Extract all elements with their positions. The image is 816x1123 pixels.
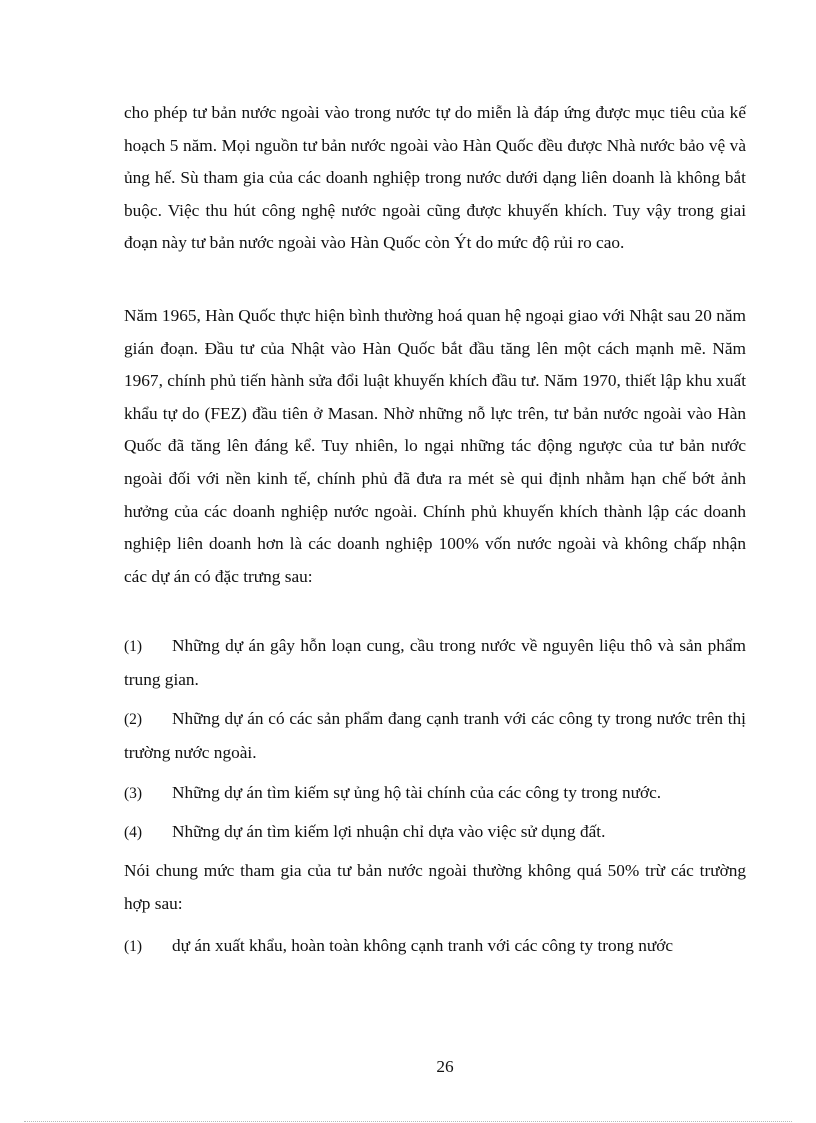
page-bottom-divider	[24, 1121, 792, 1122]
list-item-text: Những dự án có các sản phẩm đang cạnh tranh với các công ty trong nước trên thị trường nước ngoài.	[124, 709, 746, 762]
list-item-number: (2)	[124, 711, 143, 728]
list-item-text: Những dự án gây hỗn loạn cung, cầu trong nước về nguyên liệu thô và sản phẩm trung gian.	[124, 636, 746, 689]
page-number: 26	[436, 1057, 454, 1076]
list-item	[124, 816, 746, 850]
list-item	[124, 630, 746, 696]
list-item	[124, 930, 746, 964]
list-item	[124, 703, 746, 769]
list-item-text: Những dự án tìm kiếm lợi nhuận chỉ dựa vào việc sử dụng đất.	[172, 822, 606, 841]
paragraph-participation-limit: Nói chung mức tham gia của tư bản nước ngoài thường không quá 50% trừ các trường hợp sau:	[124, 861, 746, 913]
list-item-number: (4)	[124, 824, 143, 841]
list-item-text: Những dự án tìm kiếm sự ủng hộ tài chính của các công ty trong nước.	[172, 783, 662, 802]
list-item-text: dự án xuất khẩu, hoàn toàn không cạnh tranh với các công ty trong nước	[172, 936, 674, 955]
paragraph-foreign-capital-policy: cho phép tư bản nước ngoài vào trong nước tự do miễn là đáp ứng được mục tiêu của kế hoạch 5 năm. Mọi nguồn tư bản nước ngoài vào Hàn Quốc đều được Nhà nước bảo vệ và ủng hế. Sù tham gia của các doanh nghiệp trong nước dưới dạng liên doanh là không bắt buộc. Việc thu hút công nghệ nước ngoài cũng được khuyến khích. Tuy vậy trong giai đoạn này tư bản nước ngoài vào Hàn Quốc còn Ýt do mức độ rủi ro cao.	[124, 103, 746, 253]
list-item-number: (3)	[124, 785, 143, 802]
list-item-number: (1)	[124, 638, 143, 655]
list-item-number: (1)	[124, 938, 143, 955]
paragraph-normalization-1965: Năm 1965, Hàn Quốc thực hiện bình thường hoá quan hệ ngoại giao với Nhật sau 20 năm gián đoạn. Đầu tư của Nhật vào Hàn Quốc bắt đầu tăng lên một cách mạnh mẽ. Năm 1967, chính phủ tiến hành sửa đổi luật khuyến khích đầu tư. Năm 1970, thiết lập khu xuất khẩu tự do (FEZ) đầu tiên ở Masan. Nhờ những nỗ lực trên, tư bản nước ngoài vào Hàn Quốc đã tăng lên đáng kể. Tuy nhiên, lo ngại những tác động ngược của tư bản nước ngoài đối với nền kinh tế, chính phủ đã đưa ra mét sè qui định nhằm hạn chế bớt ảnh hưởng của các doanh nghiệp nước ngoài. Chính phủ khuyến khích thành lập các doanh nghiệp liên doanh hơn là các doanh nghiệp 100% vốn nước ngoài và không chấp nhận các dự án có đặc trưng sau:	[124, 306, 746, 586]
list-item	[124, 777, 746, 811]
